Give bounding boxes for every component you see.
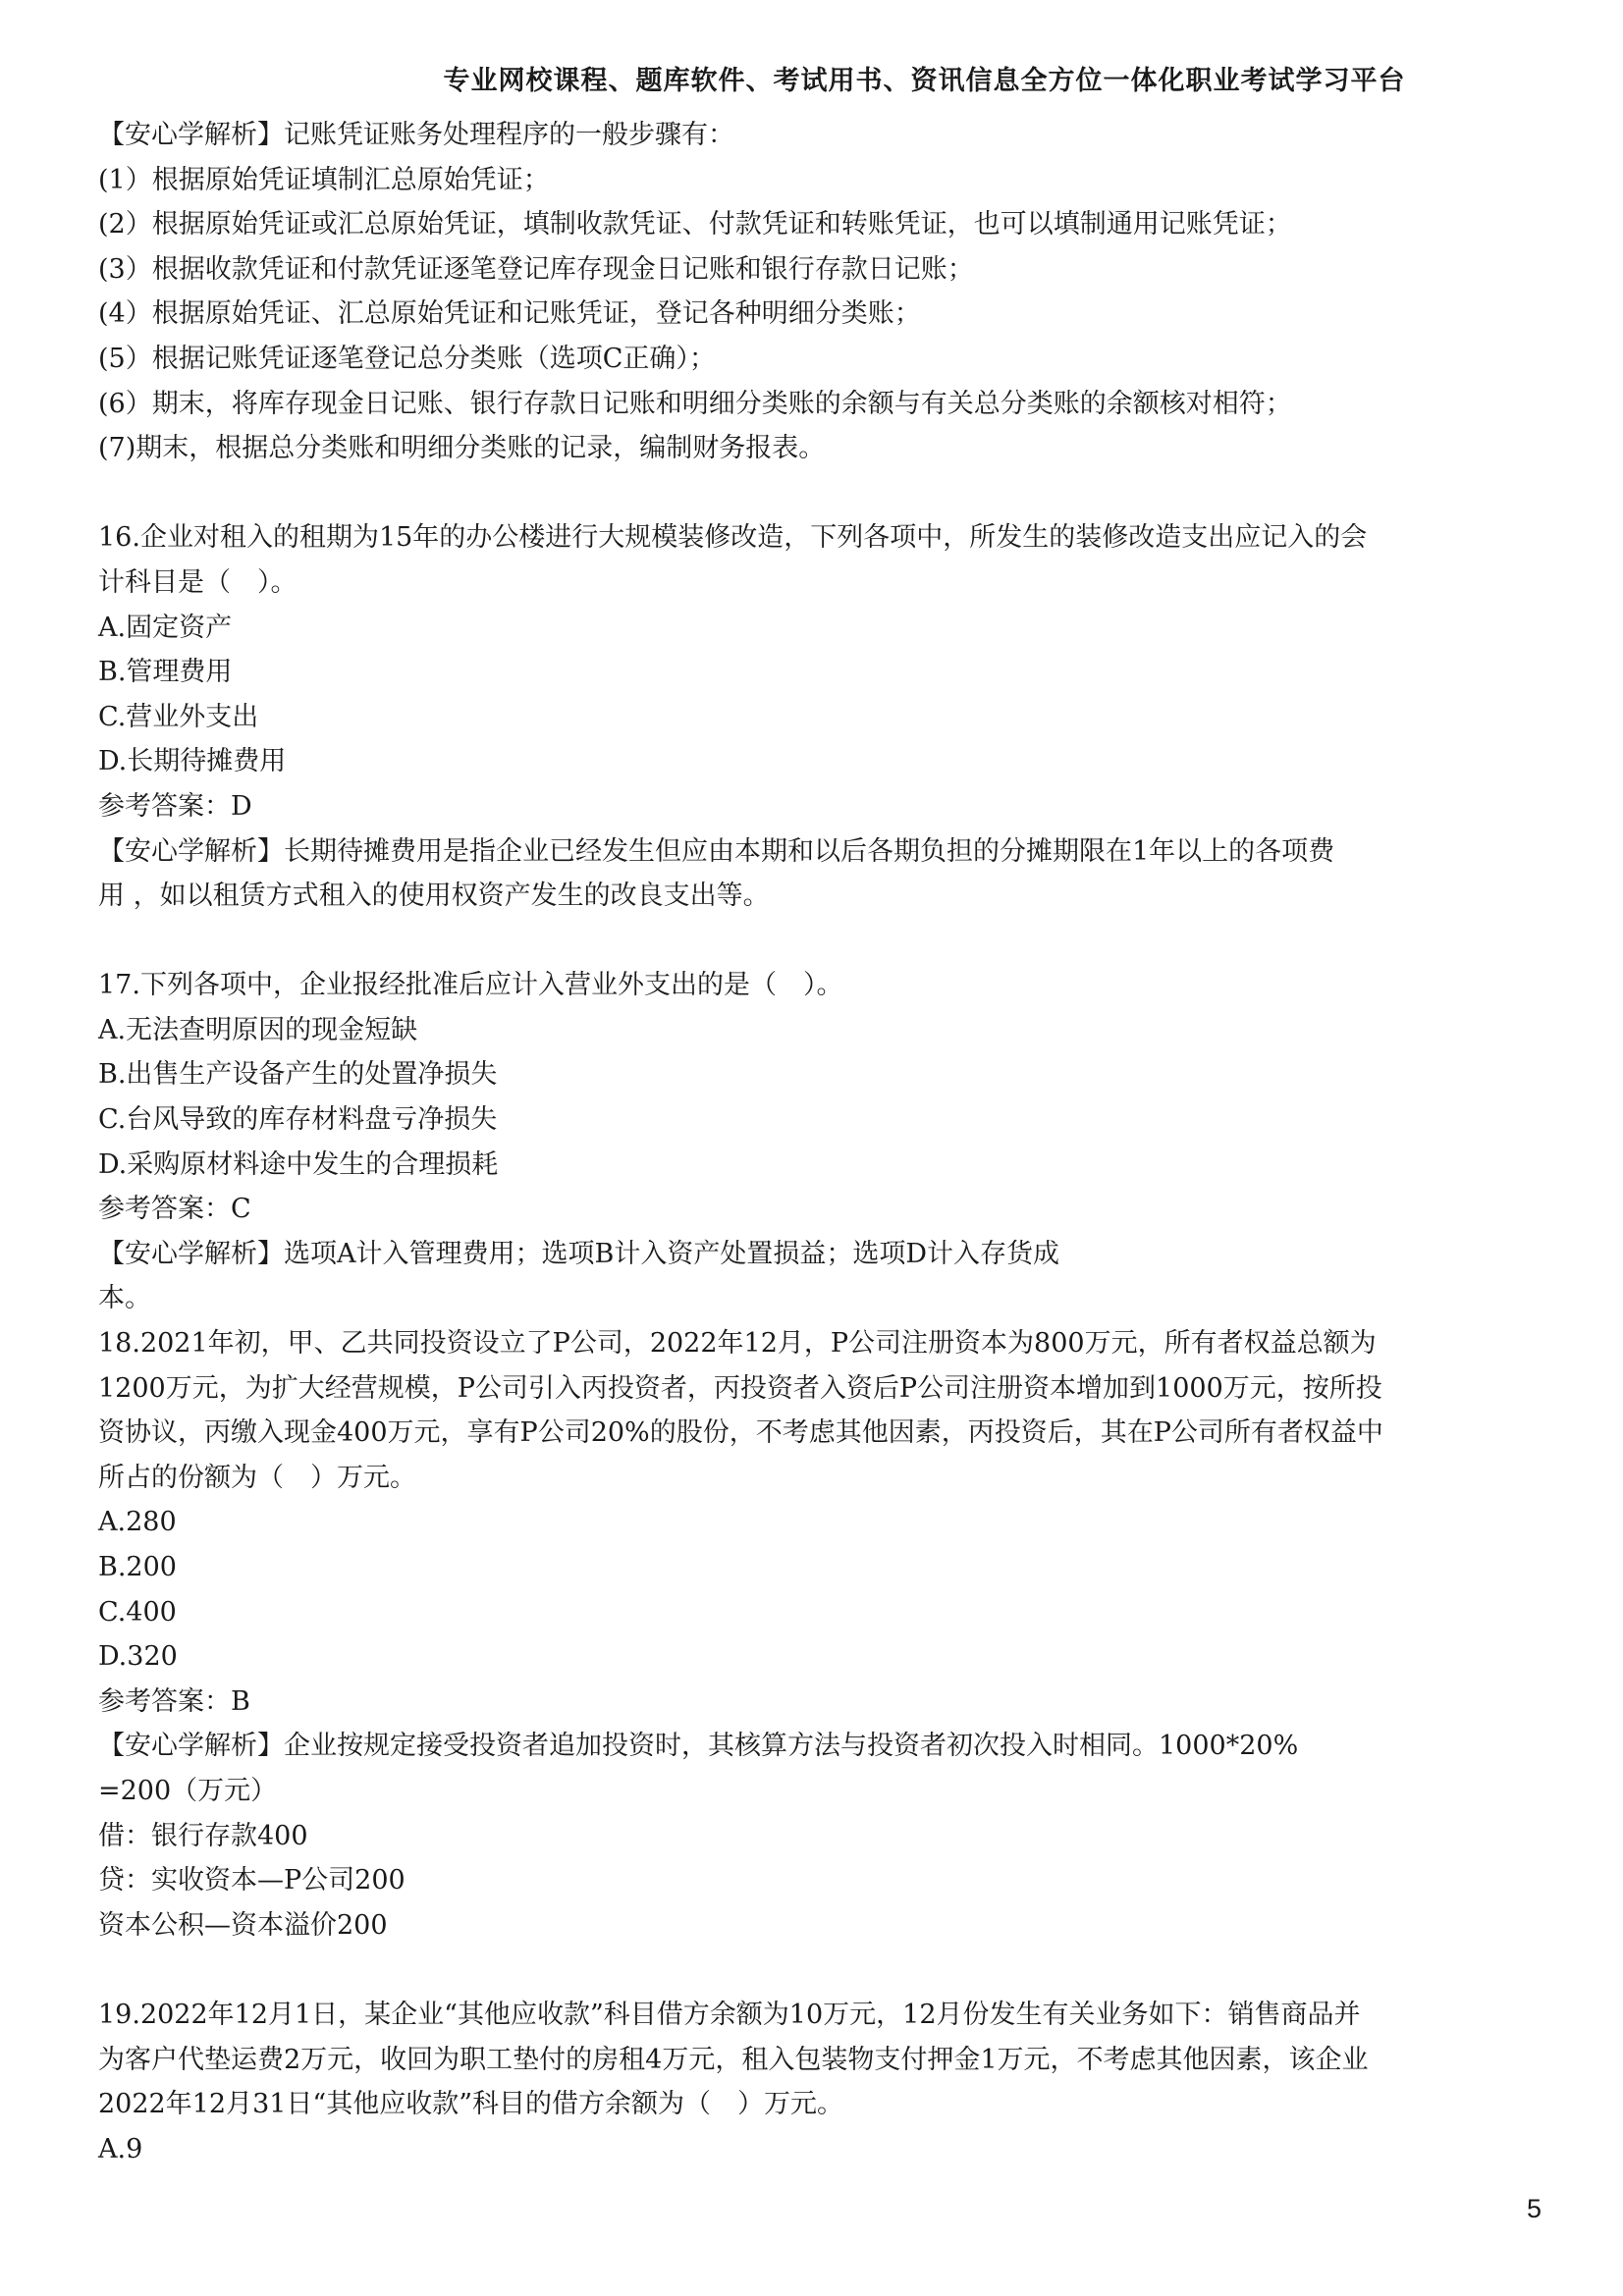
text-line: (3）根据收款凭证和付款凭证逐笔登记库存现金日记账和银行存款日记账； xyxy=(98,253,974,285)
text-line: 参考答案：B xyxy=(98,1685,250,1717)
text-line: 【安心学解析】企业按规定接受投资者追加投资时，其核算方法与投资者初次投入时相同。1000*20% xyxy=(98,1731,1299,1762)
text-line: (6）期末，将库存现金日记账、银行存款日记账和明细分类账的余额与有关总分类账的余额核对相符； xyxy=(98,388,1292,419)
section-gap xyxy=(98,1948,1542,1993)
text-line: 18.2021年初，甲、乙共同投资设立了P公司，2022年12月，P公司注册资本为800万元，所有者权益总额为 xyxy=(98,1328,1377,1360)
document-body xyxy=(98,113,1542,2171)
text-line: 参考答案：C xyxy=(98,1194,251,1225)
text-line: B.200 xyxy=(98,1552,177,1582)
text-line: 参考答案：D xyxy=(98,790,252,822)
text-line: (1）根据原始凭证填制汇总原始凭证； xyxy=(98,164,550,195)
text-line: A.无法查明原因的现金短缺 xyxy=(98,1014,418,1045)
text-line: C.台风导致的库存材料盘亏净损失 xyxy=(98,1104,498,1136)
header-title: 专业网校课程、题库软件、考试用书、资讯信息全方位一体化职业考试学习平台 xyxy=(443,66,1406,96)
text-line: 计科目是（ ）。 xyxy=(98,566,298,598)
text-line: 16.企业对租入的租期为15年的办公楼进行大规模装修改造，下列各项中，所发生的装修改造支出应记入的会 xyxy=(98,522,1368,554)
text-line: 2022年12月31日“其他应收款”科目的借方余额为（ ）万元。 xyxy=(98,2089,844,2120)
text-line: A.固定资产 xyxy=(98,612,233,643)
page-number: 5 xyxy=(1526,2194,1542,2223)
text-line: 1200万元，为扩大经营规模，P公司引入丙投资者，丙投资者入资后P公司注册资本增加到1000万元，按所投 xyxy=(98,1372,1382,1404)
text-line: A.280 xyxy=(98,1507,177,1538)
text-line: 19.2022年12月1日，某企业“其他应收款”科目借方余额为10万元，12月份发生有关业务如下：销售商品并 xyxy=(98,1999,1361,2030)
text-line: 用 ，如以租赁方式租入的使用权资产发生的改良支出等。 xyxy=(98,881,770,912)
text-line: 为客户代垫运费2万元，收回为职工垫付的房租4万元，租入包装物支付押金1万元，不考虑其他因素，该企业 xyxy=(98,2044,1369,2075)
text-line: (5）根据记账凭证逐笔登记总分类账（选项C正确）； xyxy=(98,343,716,374)
text-line: B.出售生产设备产生的处置净损失 xyxy=(98,1059,498,1091)
text-line: 资协议，丙缴入现金400万元，享有P公司20%的股份，不考虑其他因素，丙投资后，其在P公司所有者权益中 xyxy=(98,1417,1383,1449)
page-header xyxy=(0,59,1623,97)
text-line: 【安心学解析】选项A计入管理费用；选项B计入资产处置损益；选项D计入存货成 xyxy=(98,1238,1059,1269)
text-line: 【安心学解析】长期待摊费用是指企业已经发生但应由本期和以后各期负担的分摊期限在1年以上的各项费 xyxy=(98,835,1335,867)
text-line: =200（万元） xyxy=(98,1775,278,1806)
text-line: C.营业外支出 xyxy=(98,701,259,732)
text-line: 17.下列各项中，企业报经批准后应计入营业外支出的是（ ）。 xyxy=(98,970,843,1001)
text-line: 所占的份额为（ ）万元。 xyxy=(98,1462,416,1493)
text-line: 【安心学解析】记账凭证账务处理程序的一般步骤有： xyxy=(98,120,734,150)
text-line: D.采购原材料途中发生的合理损耗 xyxy=(98,1148,499,1180)
section-gap xyxy=(98,919,1542,964)
text-line: A.9 xyxy=(98,2133,143,2164)
text-line: 借：银行存款400 xyxy=(98,1820,308,1851)
text-line: D.长期待摊费用 xyxy=(98,746,287,777)
text-line: 贷：实收资本—P公司200 xyxy=(98,1865,406,1896)
text-line: (7)期末，根据总分类账和明细分类账的记录，编制财务报表。 xyxy=(98,433,826,464)
text-line: (4）根据原始凭证、汇总原始凭证和记账凭证，登记各种明细分类账； xyxy=(98,298,921,330)
text-line: C.400 xyxy=(98,1596,177,1628)
text-line: D.320 xyxy=(98,1641,178,1673)
text-line: B.管理费用 xyxy=(98,657,233,688)
section-gap xyxy=(98,471,1542,516)
text-line: (2）根据原始凭证或汇总原始凭证，填制收款凭证、付款凭证和转账凭证，也可以填制通用记账凭证； xyxy=(98,209,1292,240)
text-line: 本。 xyxy=(98,1283,151,1314)
text-line: 资本公积—资本溢价200 xyxy=(98,1909,388,1941)
